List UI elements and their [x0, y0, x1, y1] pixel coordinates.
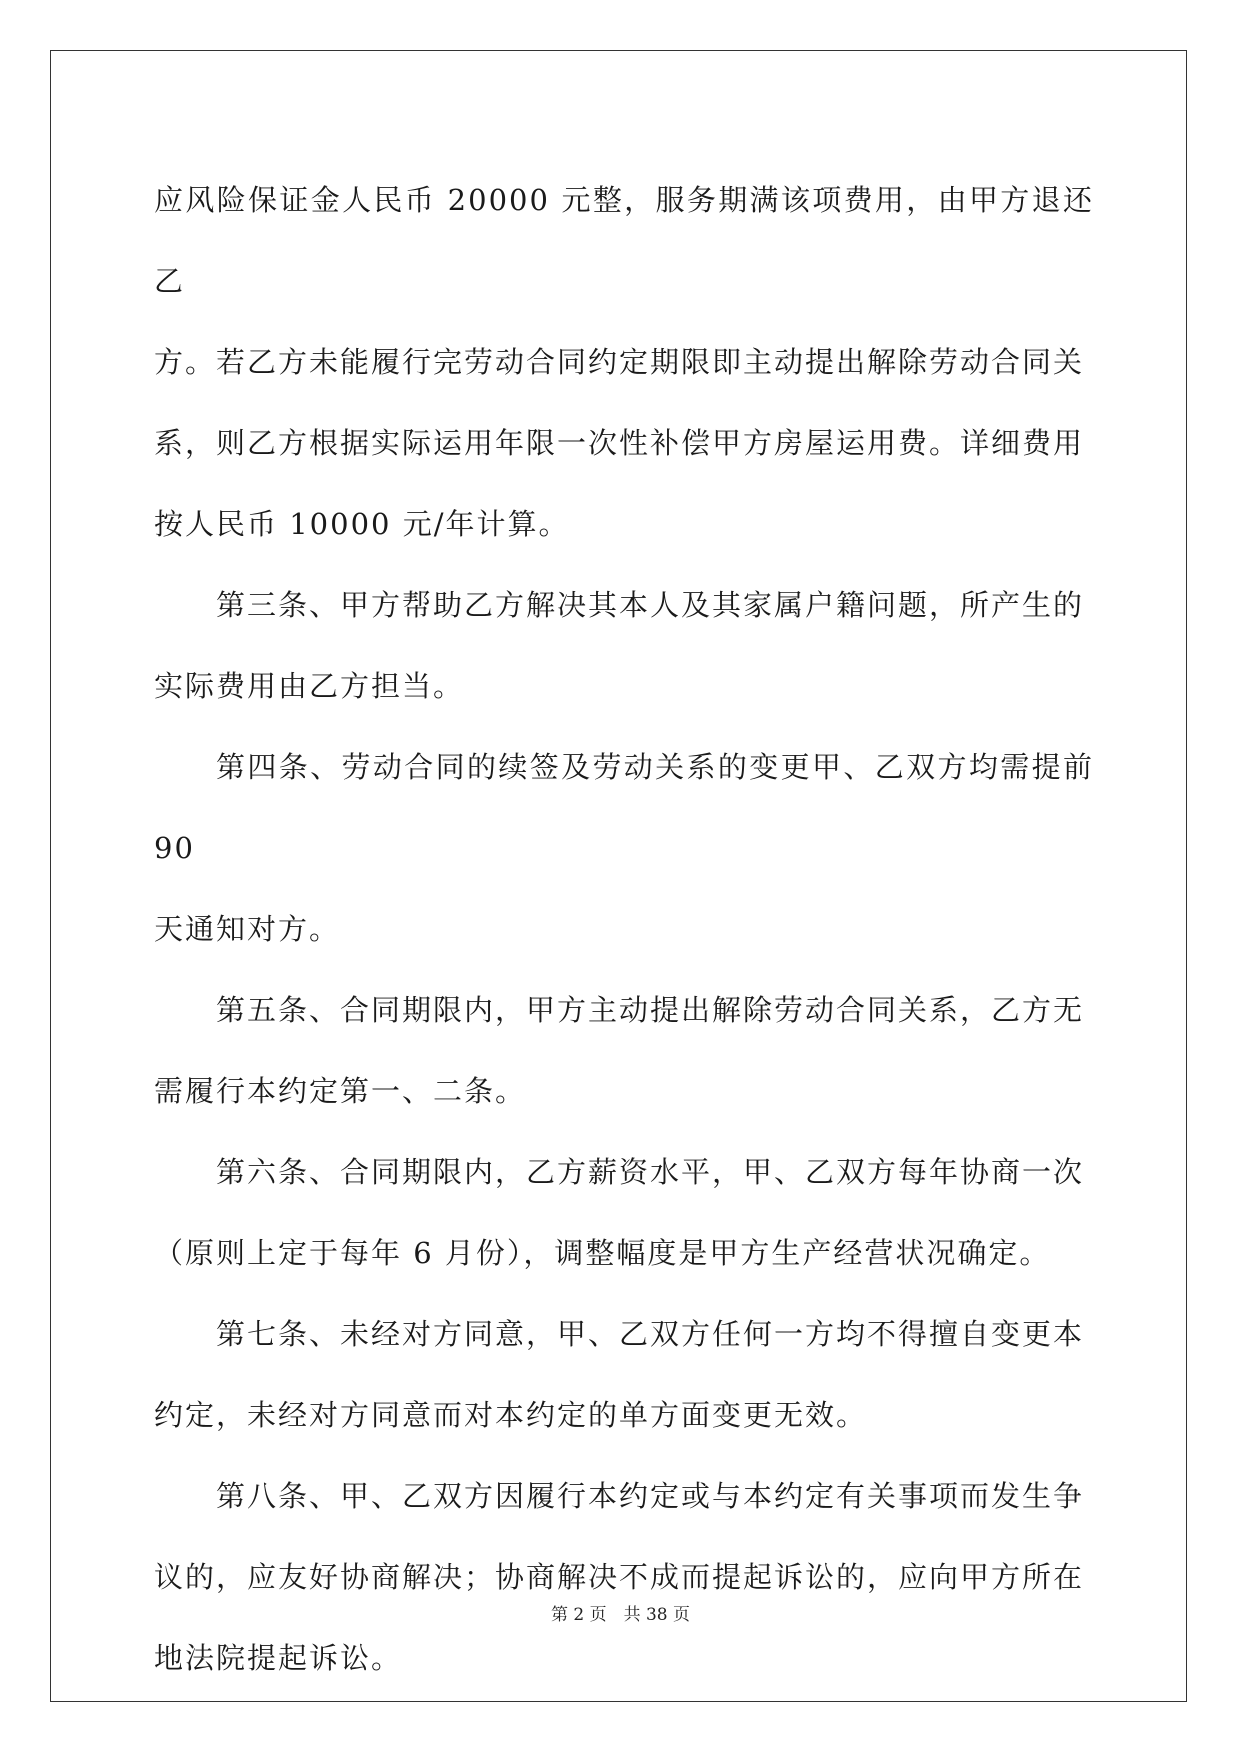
text-line: 约定，未经对方同意而对本约定的单方面变更无效。	[154, 1398, 868, 1432]
text-line: 第六条、合同期限内，乙方薪资水平，甲、乙双方每年协商一次	[216, 1155, 1085, 1189]
text-line: 地法院提起诉讼。	[154, 1641, 403, 1675]
text-line: 系，则乙方根据实际运用年限一次性补偿甲方房屋运用费。详细费用	[154, 426, 1085, 460]
text-line: 应风险保证金人民币 20000 元整，服务期满该项费用，由甲方退还乙	[154, 183, 1094, 298]
text-line: （原则上定于每年 6 月份），调整幅度是甲方生产经营状况确定。	[154, 1236, 1051, 1270]
text-line: 第五条、合同期限内，甲方主动提出解除劳动合同关系，乙方无	[216, 993, 1085, 1027]
paragraph-article-6	[154, 1132, 1094, 1294]
document-body	[154, 160, 1106, 1699]
paragraph-article-4	[154, 727, 1106, 970]
paragraph-article-8	[154, 1456, 1094, 1699]
text-line: 第四条、劳动合同的续签及劳动关系的变更甲、乙双方均需提前 90	[154, 750, 1106, 865]
paragraph-article-5	[154, 970, 1094, 1132]
text-line: 按人民币 10000 元/年计算。	[154, 507, 570, 541]
paragraph-article-3	[154, 565, 1094, 727]
text-line: 实际费用由乙方担当。	[154, 669, 465, 703]
page-number-footer: 第 2 页 共 38 页	[550, 1605, 691, 1625]
text-line: 方。若乙方未能履行完劳动合同约定期限即主动提出解除劳动合同关	[154, 345, 1085, 379]
text-line: 天通知对方。	[154, 912, 341, 946]
text-line: 第七条、未经对方同意，甲、乙双方任何一方均不得擅自变更本	[216, 1317, 1085, 1351]
text-line: 议的，应友好协商解决；协商解决不成而提起诉讼的，应向甲方所在	[154, 1560, 1085, 1594]
paragraph-article-7	[154, 1294, 1094, 1456]
text-line: 第八条、甲、乙双方因履行本约定或与本约定有关事项而发生争	[216, 1479, 1085, 1513]
text-line: 需履行本约定第一、二条。	[154, 1074, 527, 1108]
text-line: 第三条、甲方帮助乙方解决其本人及其家属户籍问题，所产生的	[216, 588, 1085, 622]
paragraph-risk-deposit	[154, 160, 1094, 565]
